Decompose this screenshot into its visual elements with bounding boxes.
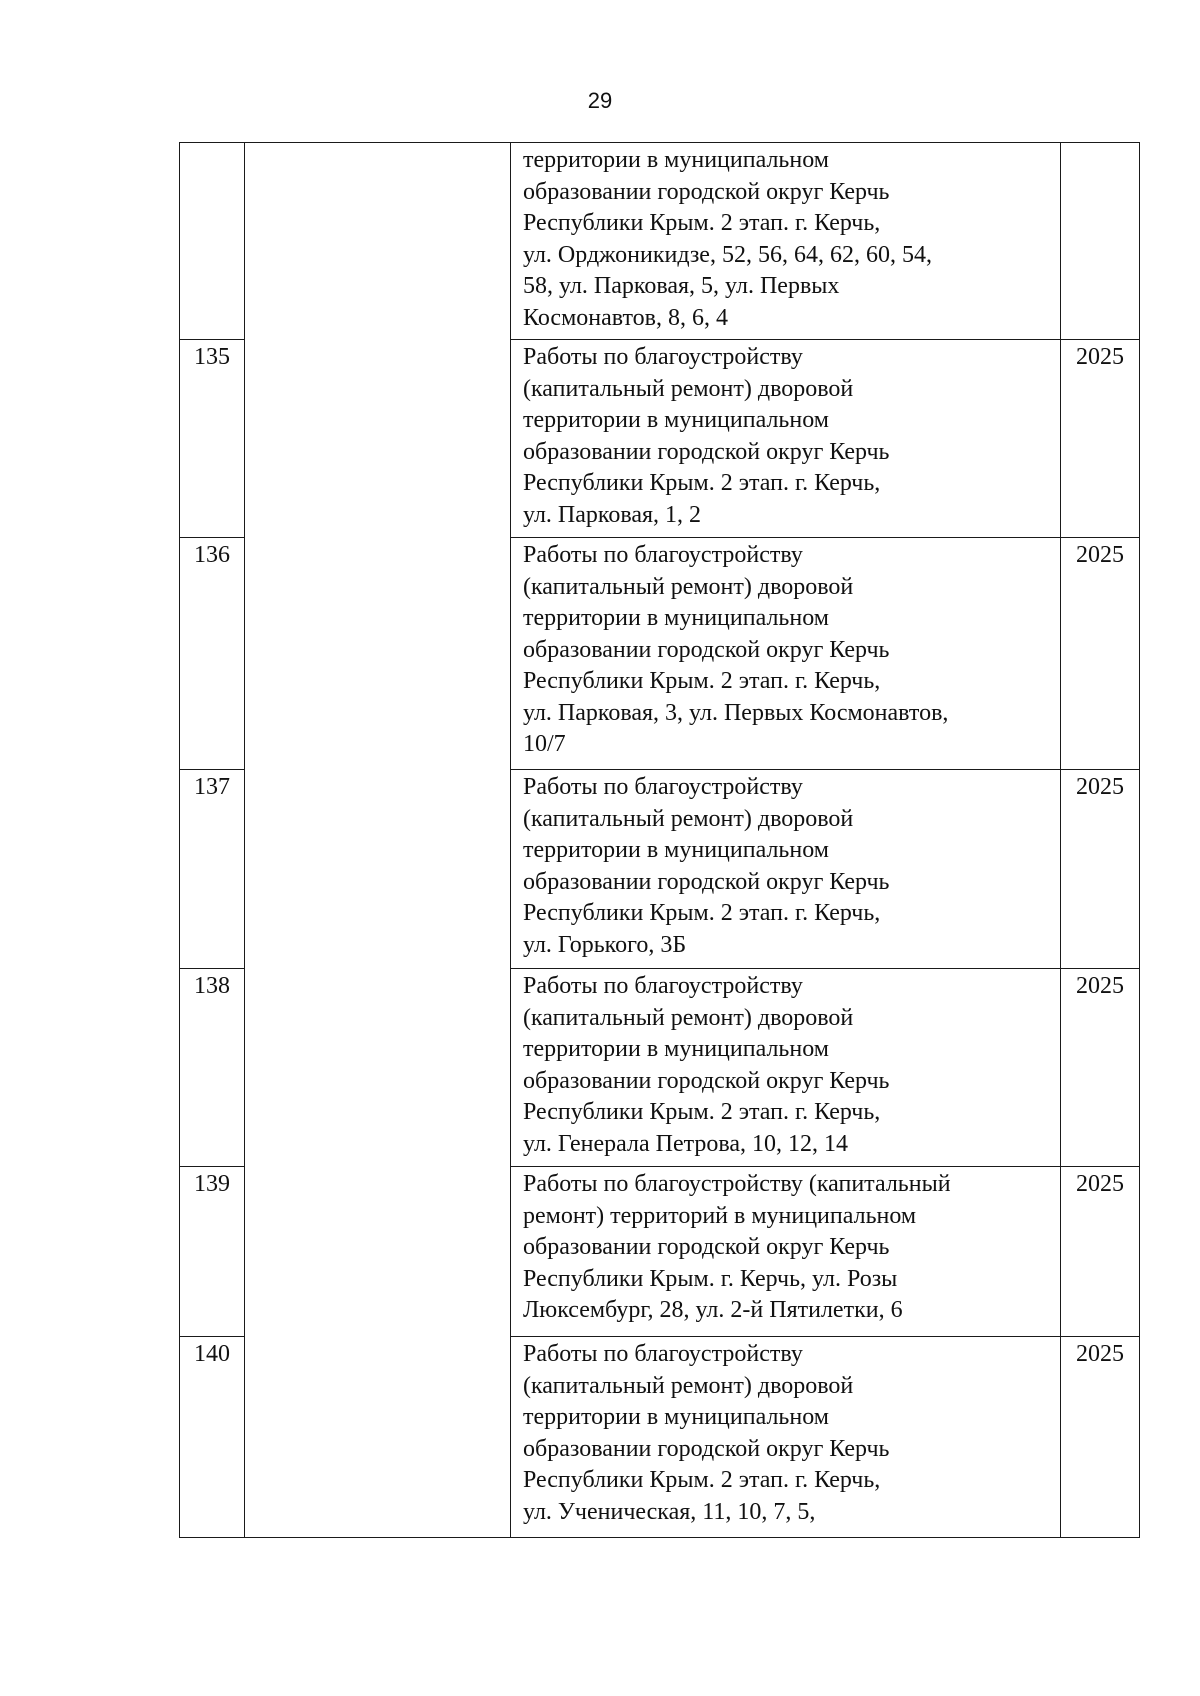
page-number: 29 (587, 88, 613, 113)
row-year: 2025 (1061, 1167, 1140, 1337)
row-description: Работы по благоустройству (капитальный ремонт) дворовой территории в муниципальном образовании городской округ Керчь Республики Крым. 2 этап. г. Керчь, ул. Ученическая, 11, 10, 7, 5, (511, 1337, 1061, 1538)
row-year: 2025 (1061, 538, 1140, 770)
row-description: Работы по благоустройству (капитальный ремонт) дворовой территории в муниципальном образовании городской округ Керчь Республики Крым. 2 этап. г. Керчь, ул. Парковая, 1, 2 (511, 340, 1061, 538)
row-year: 2025 (1061, 340, 1140, 538)
empty-cell (245, 969, 511, 1167)
row-description: Работы по благоустройству (капитальный ремонт) территорий в муниципальном образовании городской округ Керчь Республики Крым. г. Керчь, ул. Розы Люксембург, 28, ул. 2-й Пятилетки, 6 (511, 1167, 1061, 1337)
row-number: 135 (180, 340, 245, 538)
row-year: 2025 (1061, 969, 1140, 1167)
row-number (180, 143, 245, 340)
table-row (180, 1167, 1140, 1337)
row-year: 2025 (1061, 1337, 1140, 1538)
empty-cell (245, 1337, 511, 1538)
table-row (180, 538, 1140, 770)
table-row (180, 340, 1140, 538)
table-row (180, 143, 1140, 340)
works-table (179, 142, 1140, 1538)
empty-cell (245, 340, 511, 538)
table-row (180, 770, 1140, 969)
row-number: 139 (180, 1167, 245, 1337)
row-number: 137 (180, 770, 245, 969)
row-number: 138 (180, 969, 245, 1167)
table-row (180, 1337, 1140, 1538)
row-description: Работы по благоустройству (капитальный ремонт) дворовой территории в муниципальном образовании городской округ Керчь Республики Крым. 2 этап. г. Керчь, ул. Парковая, 3, ул. Первых Космонавтов, 10/7 (511, 538, 1061, 770)
row-description: территории в муниципальном образовании городской округ Керчь Республики Крым. 2 этап. г. Керчь, ул. Орджоникидзе, 52, 56, 64, 62, 60, 54, 58, ул. Парковая, 5, ул. Первых Космонавтов, 8, 6, 4 (511, 143, 1061, 340)
empty-cell (245, 1167, 511, 1337)
row-year: 2025 (1061, 770, 1140, 969)
table-row (180, 969, 1140, 1167)
empty-cell (245, 538, 511, 770)
row-number: 140 (180, 1337, 245, 1538)
row-description: Работы по благоустройству (капитальный ремонт) дворовой территории в муниципальном образовании городской округ Керчь Республики Крым. 2 этап. г. Керчь, ул. Горького, 3Б (511, 770, 1061, 969)
empty-cell (245, 143, 511, 340)
row-year (1061, 143, 1140, 340)
row-number: 136 (180, 538, 245, 770)
row-description: Работы по благоустройству (капитальный ремонт) дворовой территории в муниципальном образовании городской округ Керчь Республики Крым. 2 этап. г. Керчь, ул. Генерала Петрова, 10, 12, 14 (511, 969, 1061, 1167)
empty-cell (245, 770, 511, 969)
